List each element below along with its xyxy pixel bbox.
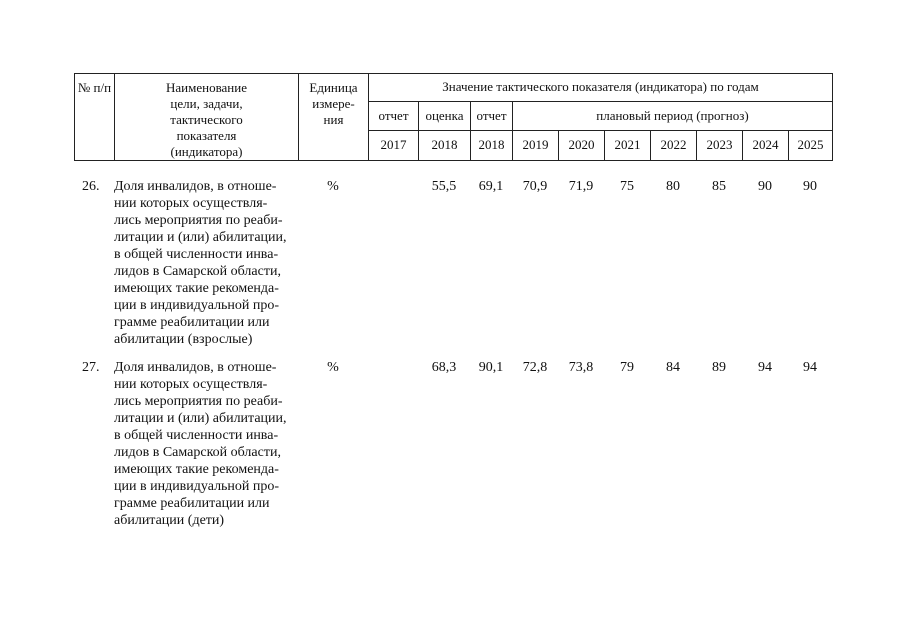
- header-year: 2017: [369, 130, 419, 160]
- header-num: № п/п: [75, 74, 115, 161]
- row-value-2024: 90: [758, 179, 772, 194]
- row-value-2022: 84: [666, 360, 680, 375]
- indicator-name-line: лидов в Самарской области,: [114, 445, 281, 460]
- row-value-2025: 90: [803, 179, 817, 194]
- row-value-2018: 55,5: [431, 179, 457, 194]
- row-unit: %: [327, 179, 339, 194]
- row-value-2019: 72,8: [522, 360, 548, 375]
- indicator-name-line: абилитации (дети): [114, 513, 225, 528]
- indicator-name-line: нии которых осуществля-: [114, 196, 268, 211]
- row-value-2023: 85: [712, 179, 726, 194]
- indicator-name-line: имеющих такие рекоменда-: [114, 462, 279, 477]
- header-line: тактического: [170, 112, 243, 127]
- header-line: Единица: [309, 80, 358, 95]
- indicator-name-line: грамме реабилитации или: [114, 496, 270, 511]
- header-line: цели, задачи,: [170, 96, 243, 111]
- row-value-2024: 94: [758, 360, 772, 375]
- row-number: 26.: [82, 179, 100, 194]
- row-value-2019: 70,9: [522, 179, 548, 194]
- indicator-name-line: имеющих такие рекоменда-: [114, 281, 279, 296]
- row-value-2025: 94: [803, 360, 817, 375]
- indicator-name-line: ции в индивидуальной про-: [114, 298, 280, 313]
- header-year: 2020: [559, 130, 605, 160]
- indicator-name-line: в общей численности инва-: [114, 247, 279, 262]
- indicator-name-line: абилитации (взрослые): [114, 332, 253, 347]
- indicator-name-line: нии которых осуществля-: [114, 377, 268, 392]
- row-value-2023: 89: [712, 360, 726, 375]
- row-value-2021: 75: [620, 179, 634, 194]
- header-year: 2021: [605, 130, 651, 160]
- header-group-title: Значение тактического показателя (индикатора) по годам: [369, 74, 833, 102]
- row-value-2020: 73,8: [568, 360, 594, 375]
- row-value-2022: 80: [666, 179, 680, 194]
- header-year: 2019: [513, 130, 559, 160]
- header-year: 2025: [789, 130, 833, 160]
- indicator-name-line: Доля инвалидов, в отноше-: [114, 360, 277, 375]
- header-sub-plan: плановый период (прогноз): [513, 101, 833, 130]
- indicator-name-line: грамме реабилитации или: [114, 315, 270, 330]
- row-value-2021: 79: [620, 360, 634, 375]
- header-line: измере-: [312, 96, 355, 111]
- indicator-name-line: литации и (или) абилитации,: [114, 411, 287, 426]
- row-indicator-name: [114, 359, 296, 529]
- indicator-name-line: Доля инвалидов, в отноше-: [114, 179, 277, 194]
- indicator-table-header: [74, 73, 833, 161]
- indicator-name-line: ции в индивидуальной про-: [114, 479, 280, 494]
- row-value-2018: 68,3: [431, 360, 457, 375]
- row-number: 27.: [82, 360, 100, 375]
- row-value-2020: 71,9: [568, 179, 594, 194]
- row-value-2018: 90,1: [478, 360, 504, 375]
- indicator-name-line: лидов в Самарской области,: [114, 264, 281, 279]
- header-year: 2018: [471, 130, 513, 160]
- header-line: показателя: [176, 128, 237, 143]
- indicator-name-line: лись мероприятия по реаби-: [114, 213, 283, 228]
- indicator-name-line: в общей численности инва-: [114, 428, 279, 443]
- header-unit: [299, 74, 369, 161]
- header-line: (индикатора): [170, 144, 243, 159]
- header-year: 2022: [651, 130, 697, 160]
- row-unit: %: [327, 360, 339, 375]
- header-sub-otchet-2018: отчет: [471, 101, 513, 130]
- header-sub-ocenka: оценка: [419, 101, 471, 130]
- header-name: [115, 74, 299, 161]
- row-indicator-name: [114, 178, 296, 348]
- header-line: Наименование: [166, 80, 247, 95]
- header-year: 2023: [697, 130, 743, 160]
- header-year: 2024: [743, 130, 789, 160]
- header-sub-otchet-2017: отчет: [369, 101, 419, 130]
- header-line: ния: [323, 112, 344, 127]
- header-year: 2018: [419, 130, 471, 160]
- indicator-name-line: лись мероприятия по реаби-: [114, 394, 283, 409]
- row-value-2018: 69,1: [478, 179, 504, 194]
- indicator-name-line: литации и (или) абилитации,: [114, 230, 287, 245]
